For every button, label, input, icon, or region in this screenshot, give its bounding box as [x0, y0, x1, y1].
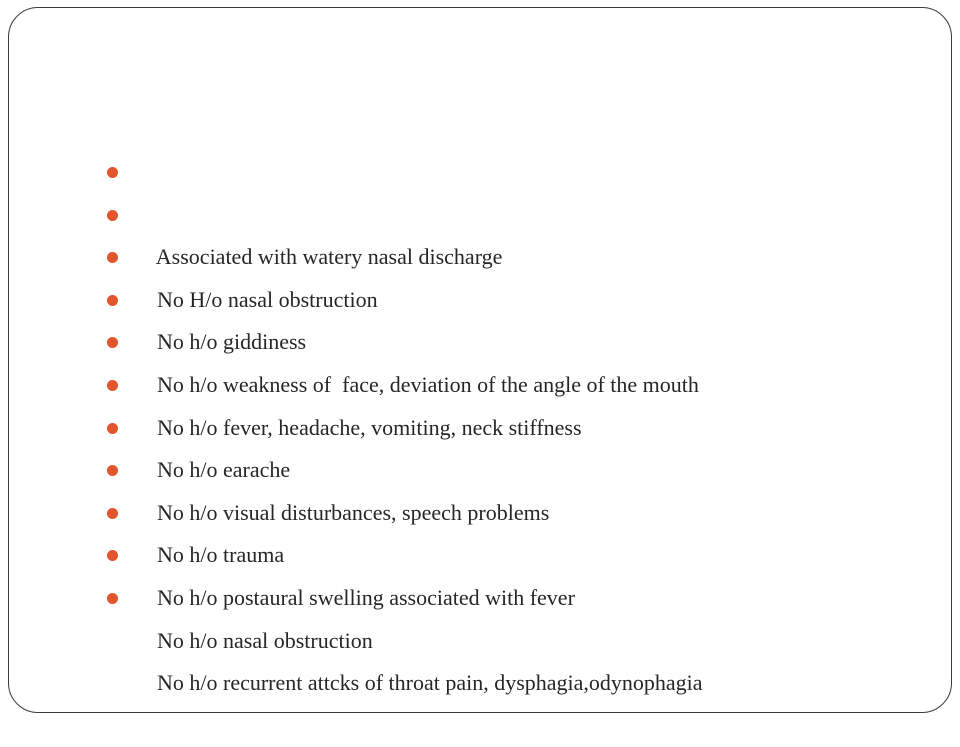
list-item-text: Associated with watery nasal discharge: [155, 244, 503, 270]
bullet-icon: [107, 465, 118, 476]
bullet-icon: [107, 252, 118, 263]
bullet-icon: [107, 210, 118, 221]
list-item-text: No h/o weakness of face, deviation of the angle of the mouth: [157, 371, 699, 397]
list-item-text: No h/o trauma: [157, 542, 285, 568]
list-item-text: No h/o nasal obstruction: [157, 627, 373, 653]
list-item-text: No h/o fever, headache, vomiting, neck stiffness: [157, 414, 582, 440]
list-item-text: No h/o recurrent attcks of throat pain, dysphagia,odynophagia: [157, 670, 703, 696]
bullet-icon: [107, 167, 118, 178]
list-item-text: No h/o visual disturbances, speech problems: [157, 499, 550, 525]
bullet-list: [107, 151, 703, 696]
list-item-text: No h/o earache: [157, 457, 291, 483]
list-item-text: No h/o giddiness: [157, 329, 307, 355]
bullet-icon: [107, 380, 118, 391]
list-item-text: No h/o postaural swelling associated with fever: [157, 584, 575, 610]
bullet-icon: [107, 593, 118, 604]
bullet-icon: [107, 423, 118, 434]
bullet-icon: [107, 550, 118, 561]
list-item: [107, 151, 703, 270]
bullet-icon: [107, 508, 118, 519]
list-item-text: No H/o nasal obstruction: [157, 286, 378, 312]
bullet-icon: [107, 337, 118, 348]
bullet-icon: [107, 295, 118, 306]
